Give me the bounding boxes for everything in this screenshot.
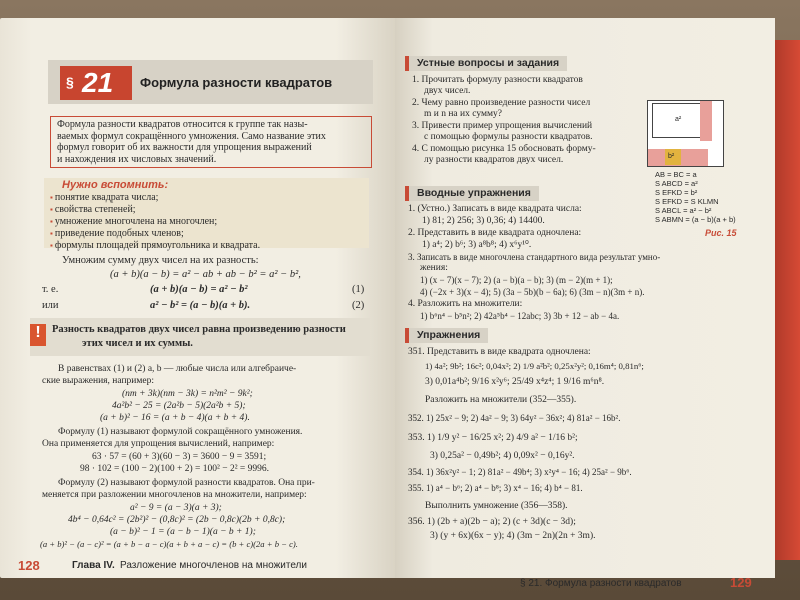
factor-example-3: (a − b)² − 1 = (a − b − 1)(a − b + 1); <box>110 527 256 537</box>
footer-section-right: § 21. Формула разности квадратов <box>520 578 682 589</box>
remember-item: ▪ приведение подобных членов; <box>50 228 260 240</box>
page-number-right: 129 <box>730 575 752 590</box>
intro-exercise: 1) b⁶n⁴ − b⁵n²; 2) 42a⁵b⁴ − 12abc; 3) 3b + 12 − ab − 4a. <box>420 311 620 321</box>
remember-item: ▪ свойства степеней; <box>50 204 260 216</box>
oral-question: m и n на их сумму? <box>424 109 502 119</box>
remember-item: ▪ умножение многочлена на многочлен; <box>50 216 260 228</box>
intro-exercise: 3. Записать в виде многочлена стандартного вида результат умно- <box>408 252 661 262</box>
equation-2: (a + b)(a − b) = a² − b² <box>150 284 248 295</box>
oral-question: с помощью формулы разности квадратов. <box>424 132 593 142</box>
intro-line: формул говорит об их важности для упрощения выражений <box>57 142 312 153</box>
multiply-text: Умножим сумму двух чисел на их разность: <box>62 255 259 266</box>
section-title: Формула разности квадратов <box>140 75 333 90</box>
page-number-left: 128 <box>18 558 40 573</box>
section-sign: § <box>66 74 74 90</box>
oral-question: 3. Привести пример упрощения вычислений <box>412 121 593 131</box>
paragraph-line: Формулу (1) называют формулой сокращённого умножения. <box>58 427 303 437</box>
equation-3: a² − b² = (a − b)(a + b). <box>150 300 251 311</box>
exercise-line: Разложить на множители (352—355). <box>425 395 577 405</box>
exclamation-icon: ! <box>30 324 46 346</box>
book-cover-edge <box>775 40 800 560</box>
intro-exercise: 1) 81; 2) 256; 3) 0,36; 4) 14400. <box>422 216 545 226</box>
calculation-1: 63 · 57 = (60 + 3)(60 − 3) = 3600 − 9 = 3591; <box>92 452 267 462</box>
intro-box <box>50 116 372 168</box>
figure-eq: S ABCD = a² <box>655 179 698 188</box>
open-textbook <box>0 18 800 590</box>
figure-eq: S EFKD = b² <box>655 188 698 197</box>
exercise-line: 1) 4a²; 9b²; 16c²; 0,04x²; 2) 1/9 a²b²; 0,25x²y²; 0,16m⁴; 0,81n⁶; <box>425 361 644 371</box>
exercise-line: 353. 1) 1/9 y² − 16/25 x²; 2) 4/9 a² − 1/16 b²; <box>408 433 578 443</box>
remember-item: ▪ понятие квадрата числа; <box>50 192 260 204</box>
intro-exercise: 1) (x − 7)(x − 7); 2) (a − b)(a − b); 3) (m − 2)(m + 1); <box>420 275 613 285</box>
paragraph-line: Она применяется для упрощения вычислений, например: <box>42 439 275 449</box>
oral-question: 1. Прочитать формулу разности квадратов <box>412 75 583 85</box>
remember-title: Нужно вспомнить: <box>62 179 169 191</box>
intro-line: и нахождения их числовых значений. <box>57 153 217 165</box>
example-2: 4a²b² − 25 = (2a²b − 5)(2a²b + 5); <box>112 401 246 411</box>
intro-exercise: 1) a⁴; 2) b⁶; 3) a⁸b⁸; 4) x⁶y¹⁰. <box>422 240 532 250</box>
figure-square-b2 <box>665 149 681 165</box>
paragraph-line: Формулу (2) называют формулой разности квадратов. Она при- <box>58 478 315 488</box>
figure-eq: AB = BC = a <box>655 170 697 179</box>
figure-equations <box>655 170 736 224</box>
exercise-line: 355. 1) a⁴ − b⁶; 2) a⁴ − b⁸; 3) x⁴ − 16; 4) b⁴ − 81. <box>408 483 583 493</box>
intro-exercise: 1. (Устно.) Записать в виде квадрата числа: <box>408 204 582 214</box>
figure-eq: S ABCL = a² − b² <box>655 206 712 215</box>
equation-2-number: (1) <box>352 284 365 295</box>
factor-example-4: (a + b)² − (a − c)² = (a + b − a − c)(a + b + a − c) = (b + c)(2a + b − c). <box>40 539 298 549</box>
equation-3-number: (2) <box>352 300 365 311</box>
intro-line: ваемых формул сокращённого умножения. Само название этих <box>57 130 326 142</box>
intro-exercise: 2. Представить в виде квадрата одночлена: <box>408 228 582 238</box>
remember-list <box>50 192 260 252</box>
paragraph-line: В равенствах (1) и (2) a, b — любые числа или алгебраиче- <box>58 364 297 374</box>
exercise-line: 3) 0,25a² − 0,49b²; 4) 0,09x² − 0,16y². <box>430 451 575 461</box>
figure-15-diagram <box>647 100 724 167</box>
exercise-line: 351. Представить в виде квадрата одночлена: <box>408 347 591 357</box>
or-label: или <box>42 300 59 311</box>
paragraph-line: меняется при разложении многочленов на множители, например: <box>42 490 307 500</box>
remember-item: ▪ формулы площадей прямоугольника и квадрата. <box>50 240 260 252</box>
exercise-line: 3) 0,01a⁴b²; 9/16 x²y⁶; 25/49 x⁴z⁴; 1 9/16 m⁶n⁸. <box>425 377 605 387</box>
oral-section-tab: Устные вопросы и задания <box>405 56 567 71</box>
example-3: (a + b)² − 16 = (a + b − 4)(a + b + 4). <box>100 413 250 423</box>
oral-question: лу разности квадратов двух чисел. <box>424 155 564 165</box>
figure-caption: Рис. 15 <box>705 228 737 238</box>
factor-example-2: 4b⁴ − 0,64c² = (2b²)² − (0,8c)² = (2b − 0,8c)(2b + 0,8c); <box>68 515 286 525</box>
intro-exercises-tab: Вводные упражнения <box>405 186 539 201</box>
intro-line: Формула разности квадратов относится к группе так назы- <box>57 119 308 130</box>
figure-eq: S EFKD = S KLMN <box>655 197 719 206</box>
exercise-line: 354. 1) 36x²y² − 1; 2) 81a² − 49b⁴; 3) x²y⁴ − 16; 4) 25a² − 9b⁶. <box>408 467 632 477</box>
section-number-badge <box>60 66 132 100</box>
figure-eq: S ABMN = (a − b)(a + b) <box>655 215 736 224</box>
oral-question: 2. Чему равно произведение разности чисел <box>412 98 591 108</box>
rule-line: Разность квадратов двух чисел равна произведению разности <box>52 324 346 335</box>
footer-title: Разложение многочленов на множители <box>120 560 307 571</box>
example-1: (nm + 3k)(nm − 3k) = n²m² − 9k²; <box>122 389 253 399</box>
exercise-line: Выполнить умножение (356—358). <box>425 501 568 511</box>
intro-exercise: 4. Разложить на множители: <box>408 299 523 309</box>
paragraph-line: ские выражения, например: <box>42 376 154 386</box>
figure-label-a2: a² <box>675 116 682 123</box>
section-number: 21 <box>82 67 114 98</box>
exercises-tab: Упражнения <box>405 328 488 343</box>
factor-example-1: a² − 9 = (a − 3)(a + 3); <box>130 503 222 513</box>
intro-exercise: жения: <box>420 263 448 273</box>
figure-square-a2 <box>652 103 702 138</box>
exercise-line: 356. 1) (2b + a)(2b − a); 2) (c + 3d)(c − 3d); <box>408 517 576 527</box>
figure-strip <box>700 101 712 141</box>
equation-1: (a + b)(a − b) = a² − ab + ab − b² = a² − b², <box>110 269 301 280</box>
oral-question: двух чисел. <box>424 86 471 96</box>
left-page <box>0 18 395 578</box>
exercise-line: 352. 1) 25x² − 9; 2) 4a² − 9; 3) 64y² − 36x²; 4) 81a² − 16b². <box>408 413 621 423</box>
calculation-2: 98 · 102 = (100 − 2)(100 + 2) = 100² − 2² = 9996. <box>80 464 270 474</box>
intro-exercise: 4) (−2x + 3)(x − 4); 5) (3a − 5b)(b − 6a); 6) (3m − n)(3m + n). <box>420 287 645 297</box>
rule-line: этих чисел и их суммы. <box>82 338 193 349</box>
exercise-line: 3) (y + 6x)(6x − y); 4) (3m − 2n)(2n + 3m). <box>430 531 596 541</box>
figure-label-b2: b² <box>668 153 675 160</box>
ie-label: т. е. <box>42 284 59 295</box>
footer-chapter: Глава IV. <box>72 560 115 571</box>
oral-question: 4. С помощью рисунка 15 обосновать форму- <box>412 144 596 154</box>
